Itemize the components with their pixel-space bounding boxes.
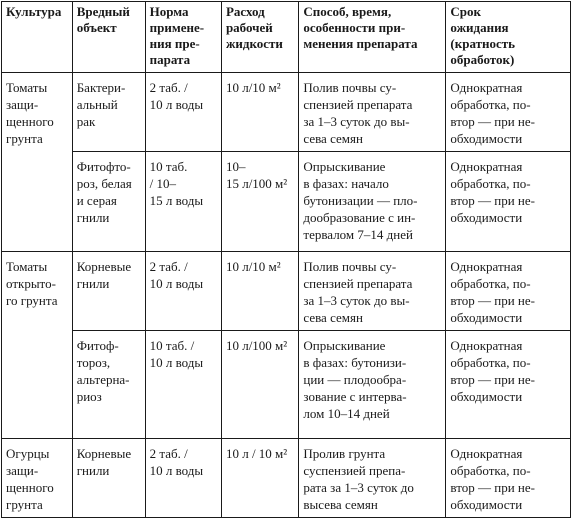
cell-line: жидкости [225, 36, 283, 51]
cell-norm [145, 73, 221, 152]
cell-line: ния пре- [149, 36, 200, 51]
cell-line: го грунта [6, 293, 58, 308]
cell-line: Однократная [450, 338, 523, 353]
cell-object [72, 152, 145, 252]
cell-line: обходимости [450, 210, 523, 225]
cell-line: в фазах: бутонизи- [303, 355, 407, 370]
cell-volume [221, 152, 298, 252]
header-crop [2, 2, 73, 73]
cell-line: гнили [76, 210, 110, 225]
table-row [2, 331, 571, 439]
cell-volume [221, 252, 298, 331]
cell-line: обработка, по- [450, 176, 531, 191]
cell-line: обработка, по- [450, 463, 531, 478]
cell-line: 10 л воды [149, 355, 204, 370]
cell-line: 10 таб. / [149, 338, 195, 353]
cell-line: открыто- [6, 276, 56, 291]
cell-line: 2 таб. / [149, 446, 188, 461]
cell-line: втор — при не- [450, 114, 535, 129]
cell-object [72, 439, 145, 518]
cell-line: (кратность [450, 36, 516, 51]
cell-line: альтерна- [76, 372, 130, 387]
cell-line: 10 л/10 м² [225, 80, 281, 95]
cell-line: менения препарата [303, 36, 418, 51]
cell-line: обработка, по- [450, 97, 531, 112]
cell-line: 10 таб. [149, 159, 188, 174]
cell-norm [145, 252, 221, 331]
cell-line: альный [76, 97, 118, 112]
cell-line: Вредный [76, 4, 130, 19]
cell-line: в фазах: начало [303, 176, 389, 191]
cell-line: объект [76, 20, 117, 35]
cell-line: бутонизации — пло- [303, 193, 418, 208]
cell-line: 10 л воды [149, 463, 204, 478]
cell-line: суспензией препа- [303, 463, 406, 478]
cell-line: 10 л / 10 м² [225, 446, 288, 461]
cell-line: 2 таб. / [149, 80, 188, 95]
cell-line: примене- [149, 20, 205, 35]
cell-line: Опрыскивание [303, 159, 386, 174]
cell-line: 15 л/100 м² [225, 176, 288, 191]
cell-method [299, 73, 446, 152]
cell-line: зование с интерва- [303, 389, 407, 404]
cell-waiting [446, 439, 571, 518]
cell-line: рабочей [225, 20, 273, 35]
cell-line: Пролив грунта [303, 446, 386, 461]
cell-line: обходимости [450, 131, 523, 146]
table-row [2, 152, 571, 252]
cell-line: тервалом 7–14 дней [303, 227, 413, 242]
cell-norm [145, 331, 221, 439]
cell-line: высева семян [303, 497, 378, 512]
cell-line: Томаты [6, 80, 48, 95]
cell-crop [2, 439, 73, 518]
cell-line: гнили [76, 463, 110, 478]
cell-line: тороз, [76, 355, 111, 370]
cell-line: ожидания [450, 20, 509, 35]
cell-line: Бактери- [76, 80, 126, 95]
cell-line: грунта [6, 131, 43, 146]
cell-line: риоз [76, 389, 102, 404]
header-waiting [446, 2, 571, 73]
cell-waiting [446, 331, 571, 439]
cell-line: 15 л воды [149, 193, 204, 208]
cell-line: обходимости [450, 310, 523, 325]
header-row [2, 2, 571, 73]
header-volume [221, 2, 298, 73]
cell-waiting [446, 152, 571, 252]
cell-line: 2 таб. / [149, 259, 188, 274]
cell-line: Однократная [450, 80, 523, 95]
cell-line: Фитоф- [76, 338, 119, 353]
cell-line: 10 л/10 м² [225, 259, 281, 274]
cell-volume [221, 73, 298, 152]
cell-object [72, 252, 145, 331]
cell-line: рак [76, 114, 96, 129]
cell-line: 10 л воды [149, 97, 204, 112]
cell-norm [145, 439, 221, 518]
cell-line: за 1–3 суток до вы- [303, 293, 410, 308]
cell-crop [2, 73, 73, 252]
cell-crop [2, 252, 73, 439]
cell-line: обработок) [450, 52, 515, 67]
cell-line: рата за 1–3 суток до [303, 480, 414, 495]
cell-line: спензией препарата [303, 97, 413, 112]
cell-line: втор — при не- [450, 293, 535, 308]
cell-method [299, 252, 446, 331]
cell-line: обработка, по- [450, 355, 531, 370]
cell-line: втор — при не- [450, 372, 535, 387]
cell-line: Расход [225, 4, 265, 19]
cell-method [299, 439, 446, 518]
cell-line: защи- [6, 97, 39, 112]
cell-line: парата [149, 52, 191, 67]
cell-line: Полив почвы су- [303, 80, 397, 95]
cell-line: щенного [6, 480, 54, 495]
cell-line: лом 10–14 дней [303, 406, 390, 421]
cell-line: обработка, по- [450, 276, 531, 291]
cell-waiting [446, 252, 571, 331]
cell-line: Корневые [76, 446, 132, 461]
cell-line: обходимости [450, 389, 523, 404]
cell-line: обходимости [450, 497, 523, 512]
cell-line: 10 л воды [149, 276, 204, 291]
header-norm [145, 2, 221, 73]
cell-line: Опрыскивание [303, 338, 386, 353]
header-method [299, 2, 446, 73]
cell-line: и серая [76, 193, 117, 208]
cell-object [72, 73, 145, 152]
cell-line: особенности при- [303, 20, 406, 35]
cell-line: втор — при не- [450, 480, 535, 495]
cell-volume [221, 331, 298, 439]
cell-line: Однократная [450, 159, 523, 174]
cell-line: втор — при не- [450, 193, 535, 208]
table-row [2, 439, 571, 518]
pesticide-table [1, 1, 571, 518]
cell-line: Однократная [450, 446, 523, 461]
table-row [2, 252, 571, 331]
cell-line: Полив почвы су- [303, 259, 397, 274]
cell-line: Томаты [6, 259, 48, 274]
cell-line: 10– [225, 159, 246, 174]
cell-norm [145, 152, 221, 252]
cell-line: дообразование с ин- [303, 210, 416, 225]
cell-line: Срок [450, 4, 482, 19]
cell-line: Культура [6, 4, 62, 19]
cell-line: Корневые [76, 259, 132, 274]
cell-line: Способ, время, [303, 4, 392, 19]
header-object [72, 2, 145, 73]
cell-line: грунта [6, 497, 43, 512]
cell-object [72, 331, 145, 439]
cell-line: гнили [76, 276, 110, 291]
cell-line: Норма [149, 4, 189, 19]
cell-waiting [446, 73, 571, 152]
cell-line: Огурцы [6, 446, 50, 461]
cell-line: / 10– [149, 176, 177, 191]
table-row [2, 73, 571, 152]
cell-line: сева семян [303, 310, 363, 325]
cell-volume [221, 439, 298, 518]
cell-method [299, 152, 446, 252]
cell-method [299, 331, 446, 439]
cell-line: ции — плодообра- [303, 372, 407, 387]
cell-line: роз, белая [76, 176, 132, 191]
cell-line: за 1–3 суток до вы- [303, 114, 410, 129]
cell-line: щенного [6, 114, 54, 129]
cell-line: спензией препарата [303, 276, 413, 291]
cell-line: Фитофто- [76, 159, 131, 174]
cell-line: защи- [6, 463, 39, 478]
cell-line: 10 л/100 м² [225, 338, 288, 353]
cell-line: Однократная [450, 259, 523, 274]
cell-line: сева семян [303, 131, 363, 146]
